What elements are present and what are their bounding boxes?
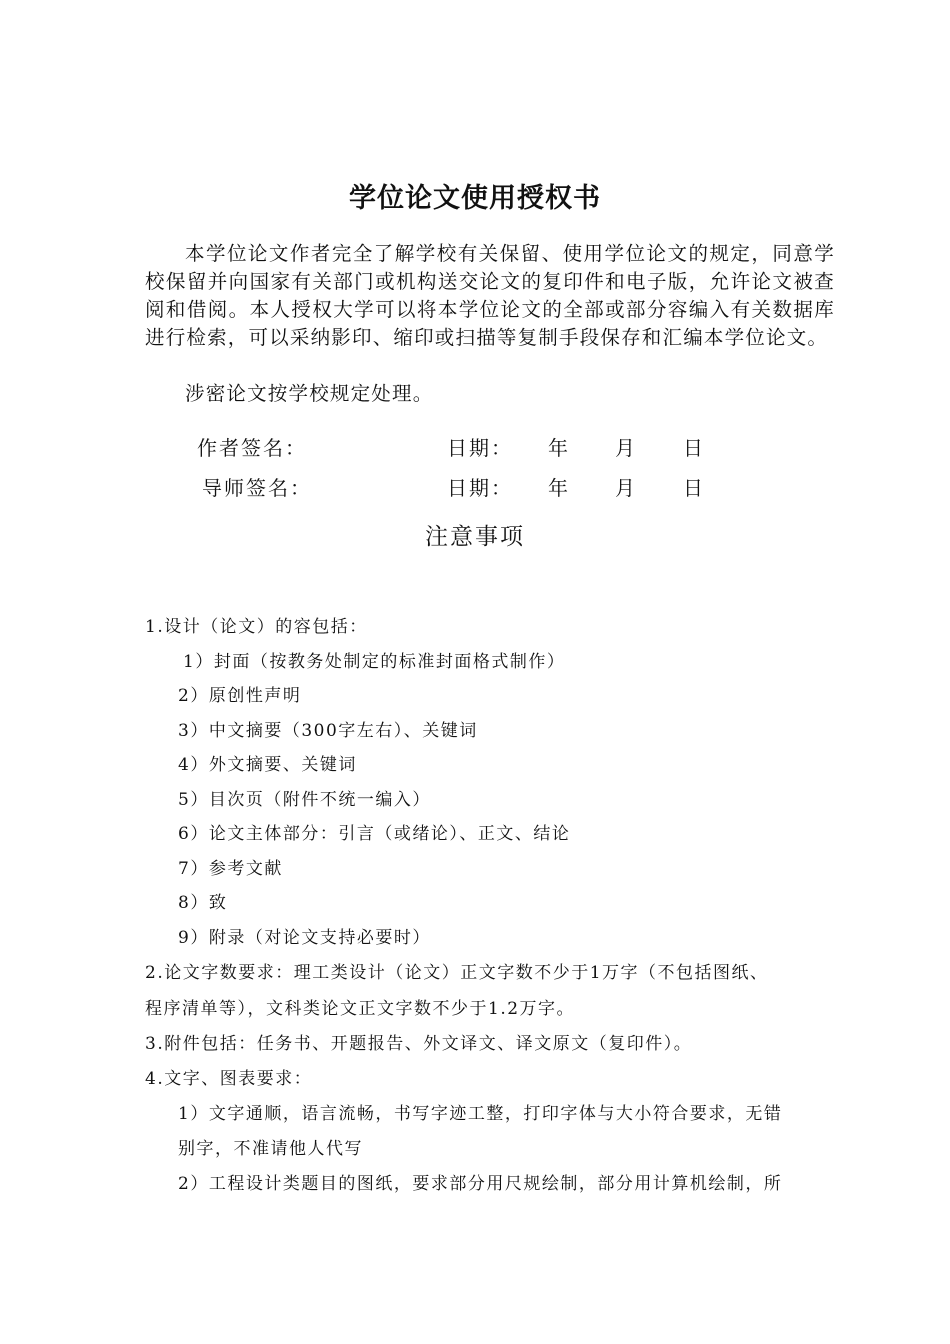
author-signature-label: 作者签名： bbox=[197, 436, 307, 460]
notice-item: 程序清单等），文科类论文正文字数不少于1.2万字。 bbox=[145, 999, 576, 1019]
notice-item: 1.设计（论文）的容包括： bbox=[145, 617, 368, 637]
notice-item: 5）目次页（附件不统一编入） bbox=[178, 790, 431, 810]
author-date-day: 日 bbox=[683, 436, 705, 460]
author-date-year: 年 bbox=[548, 436, 570, 460]
notice-item: 3）中文摘要（300字左右）、关键词 bbox=[178, 721, 478, 741]
notice-item: 别字，不准请他人代写 bbox=[178, 1139, 363, 1159]
notice-item: 6）论文主体部分：引言（或绪论）、正文、结论 bbox=[178, 824, 571, 844]
author-date-month: 月 bbox=[615, 436, 637, 460]
authorization-paragraph: 本学位论文作者完全了解学校有关保留、使用学位论文的规定，同意学校保留并向国家有关部门或机构送交论文的复印件和电子版，允许论文被查阅和借阅。本人授权大学可以将本学位论文的全部或部分容编入有关数据库进行检索，可以采纳影印、缩印或扫描等复制手段保存和汇编本学位论文。 bbox=[145, 242, 835, 349]
notice-item: 9）附录（对论文支持必要时） bbox=[178, 928, 431, 948]
notice-item: 2）工程设计类题目的图纸，要求部分用尺规绘制，部分用计算机绘制，所 bbox=[178, 1174, 783, 1194]
advisor-date-month: 月 bbox=[615, 476, 637, 500]
notice-item: 8）致 bbox=[178, 893, 228, 913]
notice-item: 4）外文摘要、关键词 bbox=[178, 755, 357, 775]
advisor-date-year: 年 bbox=[548, 476, 570, 500]
advisor-signature-label: 导师签名： bbox=[202, 476, 312, 500]
notice-item: 3.附件包括：任务书、开题报告、外文译文、译文原文（复印件）。 bbox=[145, 1034, 693, 1054]
notice-item: 7）参考文献 bbox=[178, 859, 283, 879]
advisor-date-label: 日期： bbox=[447, 476, 513, 500]
notice-item: 1）封面（按教务处制定的标准封面格式制作） bbox=[183, 652, 566, 672]
advisor-date-day: 日 bbox=[683, 476, 705, 500]
classified-note: 涉密论文按学校规定处理。 bbox=[185, 382, 434, 405]
notice-title: 注意事项 bbox=[425, 524, 525, 550]
author-date-label: 日期： bbox=[447, 436, 513, 460]
notice-item: 2.论文字数要求：理工类设计（论文）正文字数不少于1万字（不包括图纸、 bbox=[145, 963, 769, 983]
notice-item: 4.文字、图表要求： bbox=[145, 1069, 313, 1089]
notice-item: 1）文字通顺，语言流畅，书写字迹工整，打印字体与大小符合要求，无错 bbox=[178, 1104, 783, 1124]
notice-item: 2）原创性声明 bbox=[178, 686, 302, 706]
page-title: 学位论文使用授权书 bbox=[349, 183, 601, 214]
